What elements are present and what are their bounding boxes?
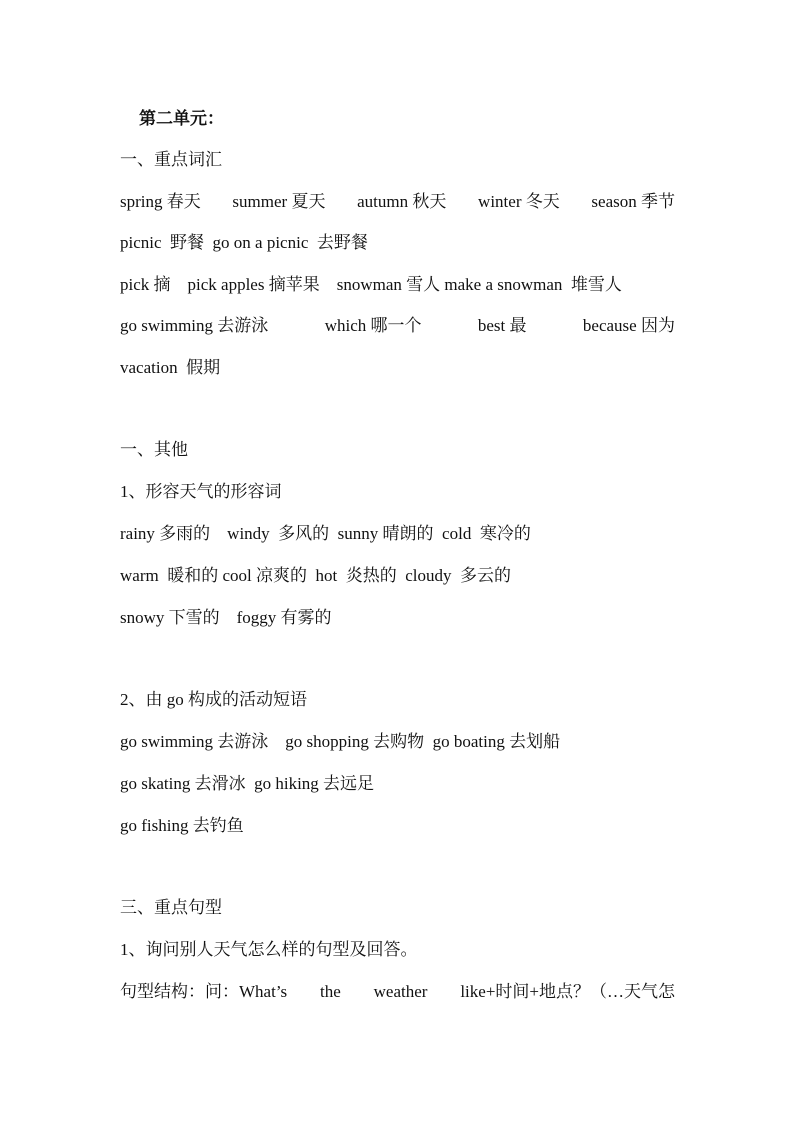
sentence-part: the	[320, 982, 341, 1001]
weather-line-2: warm 暖和的 cool 凉爽的 hot 炎热的 cloudy 多云的	[120, 566, 511, 585]
sentence-part: weather	[373, 982, 428, 1001]
subsection-heading-weather-adjectives: 1、形容天气的形容词	[120, 482, 282, 501]
section-heading-other: 一、其他	[120, 440, 188, 459]
vocab-line-1	[120, 191, 675, 213]
go-phrases-line-2: go skating 去滑冰 go hiking 去远足	[120, 774, 375, 793]
go-phrases-line-1: go swimming 去游泳 go shopping 去购物 go boating 去划船	[120, 732, 561, 751]
go-phrases-line-3: go fishing 去钓鱼	[120, 816, 244, 835]
vocab-line-3: pick 摘 pick apples 摘苹果 snowman 雪人 make a snowman 堆雪人	[120, 275, 622, 294]
vocab-item: go swimming 去游泳	[120, 316, 269, 335]
sentence-part: like+时间+地点？（…天气怎	[460, 982, 675, 1001]
vocab-line-5: vacation 假期	[120, 358, 221, 377]
subsection-heading-weather-question: 1、询问别人天气怎么样的句型及回答。	[120, 940, 418, 959]
vocab-item: spring 春天	[120, 192, 201, 211]
section-heading-vocabulary: 一、重点词汇	[120, 150, 222, 169]
weather-line-3: snowy 下雪的 foggy 有雾的	[120, 608, 332, 627]
vocab-item: best 最	[477, 316, 527, 335]
vocab-item: autumn 秋天	[357, 192, 447, 211]
sentence-part: 句型结构：问：What’s	[120, 982, 288, 1001]
vocab-item: season 季节	[591, 192, 675, 211]
vocab-line-4	[120, 315, 675, 337]
sentence-structure-line	[120, 981, 675, 1003]
vocab-item: winter 冬天	[478, 192, 560, 211]
section-heading-key-sentences: 三、重点句型	[120, 898, 222, 917]
vocab-line-2: picnic 野餐 go on a picnic 去野餐	[120, 233, 368, 252]
weather-line-1: rainy 多雨的 windy 多风的 sunny 晴朗的 cold 寒冷的	[120, 524, 531, 543]
unit-title: 第二单元：	[139, 109, 224, 128]
subsection-heading-go-phrases: 2、由 go 构成的活动短语	[120, 690, 307, 709]
vocab-item: because 因为	[582, 316, 675, 335]
vocab-item: summer 夏天	[232, 192, 326, 211]
vocab-item: which 哪一个	[324, 316, 422, 335]
